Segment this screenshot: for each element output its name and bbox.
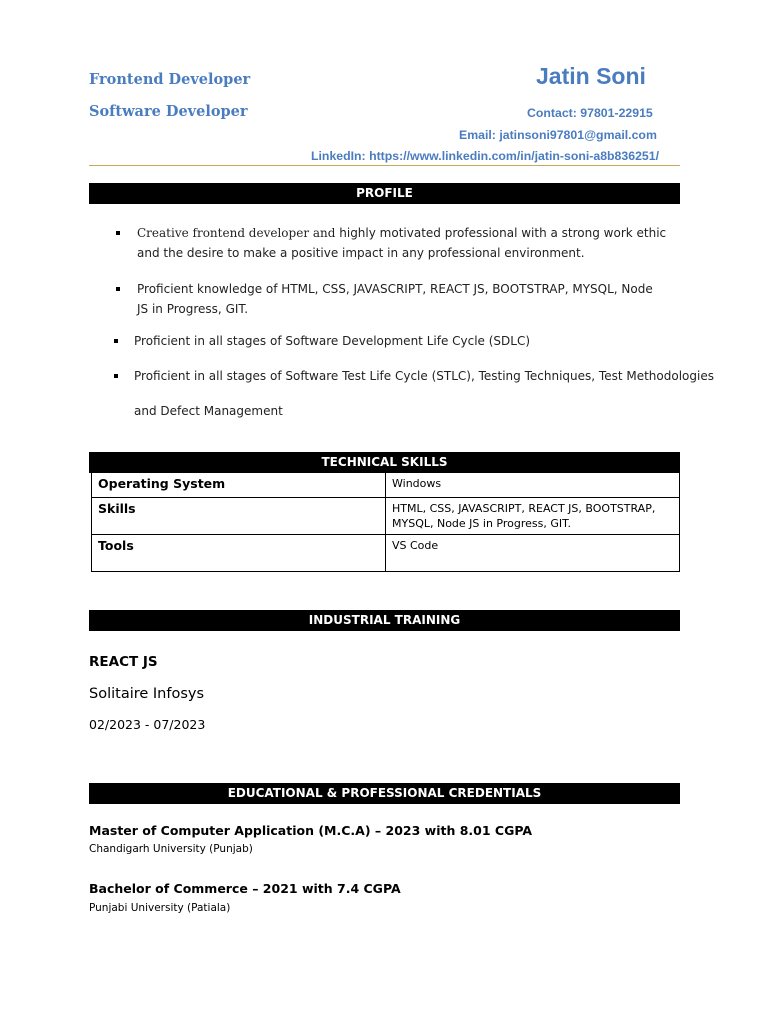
training-course: REACT JS (89, 654, 158, 670)
role-frontend: Frontend Developer (89, 71, 251, 88)
skills-value: VS Code (386, 535, 680, 572)
skills-key: Tools (92, 535, 386, 572)
profile-item-3: Proficient in all stages of Software Development Life Cycle (SDLC) (134, 334, 531, 348)
header-divider (89, 165, 680, 166)
profile-item-1-rest: highly motivated professional with a strong work ethic and the desire to make a positive impact in any professional environment. (137, 226, 667, 260)
profile-item-1-lead: Creative frontend developer and (137, 226, 336, 240)
contact-email[interactable]: Email: jatinsoni97801@gmail.com (459, 128, 657, 142)
skills-value: Windows (386, 473, 680, 498)
contact-phone: Contact: 97801-22915 (527, 106, 653, 120)
profile-item-4-line1: Proficient in all stages of Software Test Life Cycle (STLC), Testing Techniques, Test Methodologies (134, 369, 714, 383)
university-mca: Chandigarh University (Punjab) (89, 843, 253, 855)
university-bcom: Punjabi University (Patiala) (89, 902, 231, 914)
skills-key: Operating System (92, 473, 386, 498)
section-training-header: INDUSTRIAL TRAINING (89, 610, 680, 631)
candidate-name: Jatin Soni (536, 63, 646, 89)
skills-table (91, 472, 680, 572)
section-profile-header: PROFILE (89, 183, 680, 204)
bullet-icon (114, 339, 118, 343)
skills-key: Skills (92, 498, 386, 535)
bullet-icon (116, 287, 120, 291)
profile-item-4-line2: and Defect Management (134, 404, 283, 418)
skills-value: HTML, CSS, JAVASCRIPT, REACT JS, BOOTSTRAP, MYSQL, Node JS in Progress, GIT. (386, 498, 680, 535)
table-row (92, 535, 680, 572)
table-row (92, 498, 680, 535)
bullet-icon (114, 374, 118, 378)
table-row (92, 473, 680, 498)
section-education-header: EDUCATIONAL & PROFESSIONAL CREDENTIALS (89, 783, 680, 804)
profile-item-1 (137, 223, 677, 263)
section-skills-header: TECHNICAL SKILLS (89, 452, 680, 473)
contact-linkedin[interactable]: LinkedIn: https://www.linkedin.com/in/jatin-soni-a8b836251/ (311, 149, 660, 163)
training-dates: 02/2023 - 07/2023 (89, 717, 206, 732)
profile-item-2: Proficient knowledge of HTML, CSS, JAVASCRIPT, REACT JS, BOOTSTRAP, MYSQL, Node JS in Progress, GIT. (137, 282, 653, 316)
training-company: Solitaire Infosys (89, 686, 205, 702)
bullet-icon (116, 231, 120, 235)
degree-mca: Master of Computer Application (M.C.A) – 2023 with 8.01 CGPA (89, 823, 533, 838)
degree-bcom: Bachelor of Commerce – 2021 with 7.4 CGPA (89, 881, 401, 896)
role-software: Software Developer (89, 103, 248, 120)
